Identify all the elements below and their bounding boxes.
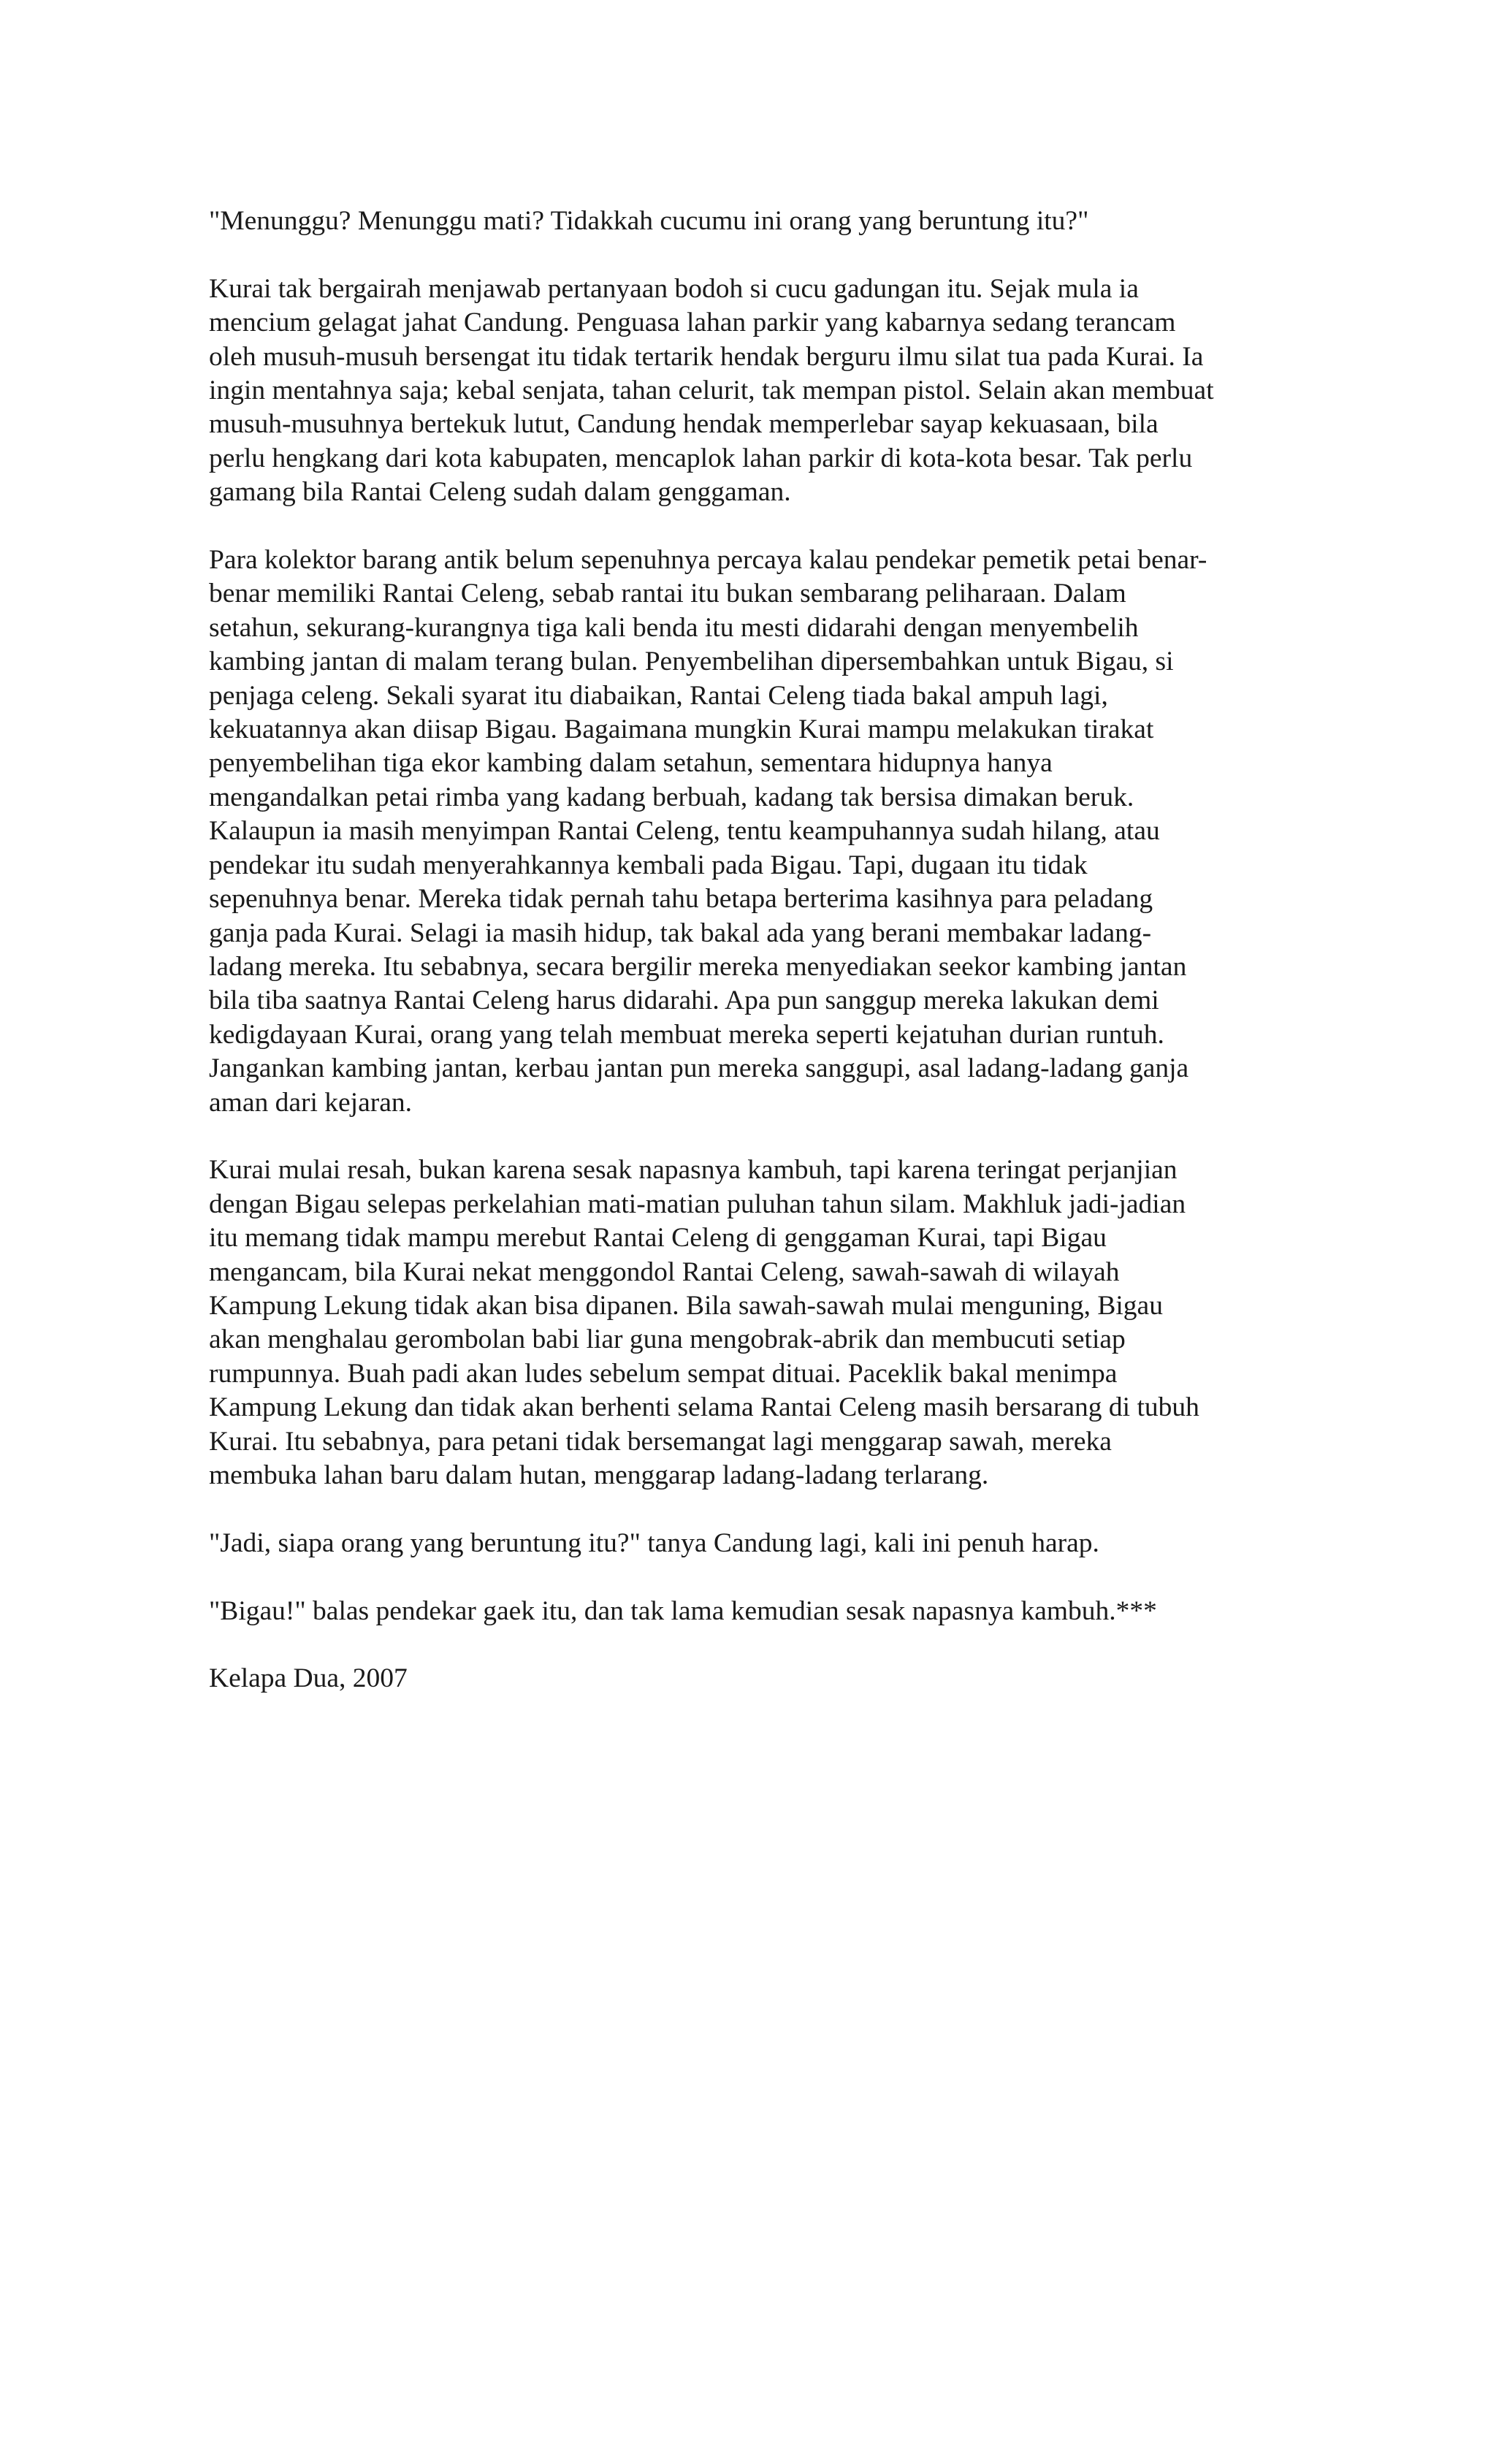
text-line: ladang mereka. Itu sebabnya, secara bergilir mereka menyediakan seekor kambing jantan	[209, 951, 1187, 982]
text-line: musuh-musuhnya bertekuk lutut, Candung hendak memperlebar sayap kekuasaan, bila	[209, 409, 1159, 440]
text-line: sepenuhnya benar. Mereka tidak pernah tahu betapa berterima kasihnya para peladang	[209, 884, 1153, 915]
text-line: bila tiba saatnya Rantai Celeng harus didarahi. Apa pun sanggup mereka lakukan demi	[209, 985, 1159, 1016]
text-line: "Bigau!" balas pendekar gaek itu, dan tak lama kemudian sesak napasnya kambuh.***	[209, 1595, 1157, 1626]
text-line: "Menunggu? Menunggu mati? Tidakkah cucumu ini orang yang beruntung itu?"	[209, 206, 1089, 236]
text-line: ganja pada Kurai. Selagi ia masih hidup, tak bakal ada yang berani membakar ladang-	[209, 918, 1152, 948]
text-line: kekuatannya akan diisap Bigau. Bagaimana mungkin Kurai mampu melakukan tirakat	[209, 714, 1154, 745]
text-line: mengandalkan petai rimba yang kadang berbuah, kadang tak bersisa dimakan beruk.	[209, 782, 1134, 812]
story-text-column	[209, 205, 1290, 1730]
text-line: gamang bila Rantai Celeng sudah dalam genggaman.	[209, 477, 791, 508]
text-line: Kalaupun ia masih menyimpan Rantai Celeng, tentu keampuhannya sudah hilang, atau	[209, 816, 1160, 847]
text-line: setahun, sekurang-kurangnya tiga kali benda itu mesti didarahi dengan menyembelih	[209, 612, 1139, 643]
text-line: aman dari kejaran.	[209, 1087, 412, 1118]
paragraph-kurai-mulai-resah	[209, 1153, 1290, 1492]
text-line: Kurai tak bergairah menjawab pertanyaan bodoh si cucu gadungan itu. Sejak mula ia	[209, 273, 1139, 304]
closing-place-date	[209, 1662, 1290, 1696]
paragraph-dialogue-menunggu	[209, 205, 1290, 238]
text-line: membuka lahan baru dalam hutan, menggarap ladang-ladang terlarang.	[209, 1460, 989, 1490]
text-line: Jangankan kambing jantan, kerbau jantan pun mereka sanggupi, asal ladang-ladang ganja	[209, 1053, 1189, 1084]
paragraph-dialogue-bigau	[209, 1595, 1290, 1628]
text-line: Kelapa Dua, 2007	[209, 1663, 408, 1694]
text-line: dengan Bigau selepas perkelahian mati-matian puluhan tahun silam. Makhluk jadi-jadian	[209, 1189, 1186, 1219]
text-line: mencium gelagat jahat Candung. Penguasa lahan parkir yang kabarnya sedang terancam	[209, 308, 1176, 338]
paragraph-para-kolektor	[209, 543, 1290, 1120]
text-line: akan menghalau gerombolan babi liar guna mengobrak-abrik dan membucuti setiap	[209, 1324, 1126, 1355]
text-line: "Jadi, siapa orang yang beruntung itu?" tanya Candung lagi, kali ini penuh harap.	[209, 1527, 1099, 1558]
text-line: penyembelihan tiga ekor kambing dalam setahun, sementara hidupnya hanya	[209, 748, 1053, 779]
text-line: kedigdayaan Kurai, orang yang telah membuat mereka seperti kejatuhan durian runtuh.	[209, 1019, 1164, 1050]
text-line: Kampung Lekung dan tidak akan berhenti selama Rantai Celeng masih bersarang di tubuh	[209, 1392, 1199, 1423]
text-line: Para kolektor barang antik belum sepenuhnya percaya kalau pendekar pemetik petai benar-	[209, 545, 1207, 576]
text-line: oleh musuh-musuh bersengat itu tidak tertarik hendak berguru ilmu silat tua pada Kurai. Ia	[209, 341, 1204, 372]
text-line: Kampung Lekung tidak akan bisa dipanen. Bila sawah-sawah mulai menguning, Bigau	[209, 1290, 1163, 1321]
paragraph-dialogue-jadi-siapa	[209, 1527, 1290, 1560]
text-line: kambing jantan di malam terang bulan. Penyembelihan dipersembahkan untuk Bigau, si	[209, 646, 1174, 677]
text-line: perlu hengkang dari kota kabupaten, mencaplok lahan parkir di kota-kota besar. Tak perlu	[209, 443, 1193, 473]
text-line: itu memang tidak mampu merebut Rantai Celeng di genggaman Kurai, tapi Bigau	[209, 1223, 1107, 1254]
text-line: Kurai mulai resah, bukan karena sesak napasnya kambuh, tapi karena teringat perjanjian	[209, 1155, 1178, 1186]
paragraph-kurai-tak-bergairah	[209, 272, 1290, 510]
text-line: pendekar itu sudah menyerahkannya kembali pada Bigau. Tapi, dugaan itu tidak	[209, 850, 1088, 880]
text-line: Kurai. Itu sebabnya, para petani tidak bersemangat lagi menggarap sawah, mereka	[209, 1426, 1112, 1457]
text-line: penjaga celeng. Sekali syarat itu diabaikan, Rantai Celeng tiada bakal ampuh lagi,	[209, 680, 1108, 711]
text-line: benar memiliki Rantai Celeng, sebab rantai itu bukan sembarang peliharaan. Dalam	[209, 579, 1126, 609]
text-line: ingin mentahnya saja; kebal senjata, tahan celurit, tak mempan pistol. Selain akan membuat	[209, 375, 1214, 406]
text-line: mengancam, bila Kurai nekat menggondol Rantai Celeng, sawah-sawah di wilayah	[209, 1256, 1120, 1287]
text-line: rumpunnya. Buah padi akan ludes sebelum sempat dituai. Paceklik bakal menimpa	[209, 1358, 1118, 1389]
